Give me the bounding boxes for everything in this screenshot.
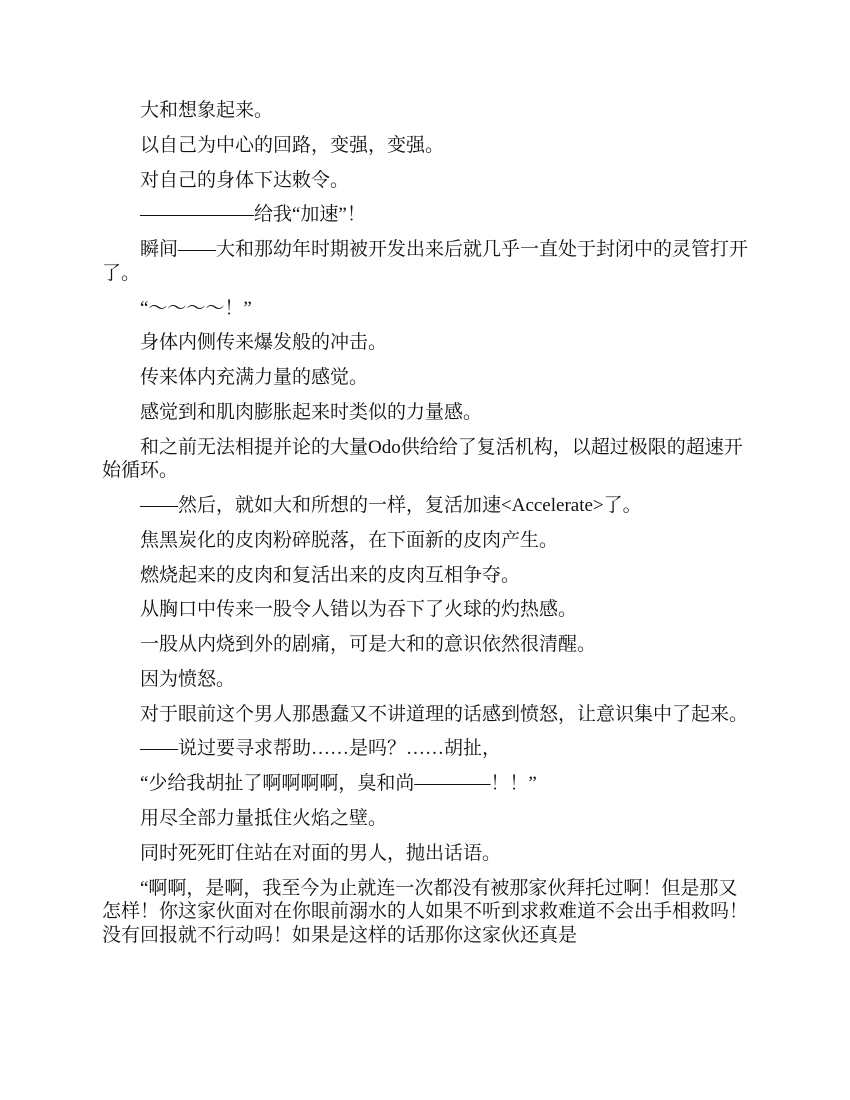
- paragraph: 以自己为中心的回路，变强，变强。: [140, 134, 445, 156]
- paragraph: 传来体内充满力量的感觉。: [140, 367, 369, 389]
- paragraph: “少给我胡扯了啊啊啊啊，臭和尚————！！”: [140, 773, 537, 795]
- paragraph: 对自己的身体下达敕令。: [140, 169, 350, 191]
- paragraph: 从胸口中传来一股令人错以为吞下了火球的灼热感。: [140, 599, 578, 621]
- paragraph: 对于眼前这个男人那愚蠢又不讲道理的话感到愤怒，让意识集中了起来。: [140, 703, 749, 725]
- paragraph: 燃烧起来的皮肉和复活出来的皮肉互相争夺。: [140, 564, 521, 586]
- paragraph: 大和想象起来。: [140, 100, 274, 121]
- paragraph: 一股从内烧到外的剧痛，可是大和的意识依然很清醒。: [140, 634, 597, 656]
- paragraph: “～～～～！”: [140, 297, 252, 319]
- paragraph: 瞬间——大和那幼年时期被开发出来后就几乎一直处于封闭中的灵管打开了。: [102, 239, 749, 284]
- paragraph: ——说过要寻求帮助……是吗？……胡扯，: [140, 738, 502, 760]
- paragraph: 同时死死盯住站在对面的男人，抛出话语。: [140, 842, 502, 864]
- paragraph: “啊啊，是啊，我至今为止就连一次都没有被那家伙拜托过啊！但是那又怎样！你这家伙面对在你眼前溺水的人如果不听到求救难道不会出手相救吗！没有回报就不行动吗！如果是这样的话那你这家伙还真是: [102, 877, 749, 946]
- paragraph: ——————给我“加速”！: [140, 204, 366, 226]
- paragraph: ——然后，就如大和所想的一样，复活加速<Accelerate>了。: [140, 495, 642, 516]
- paragraph: 用尽全部力量抵住火焰之壁。: [140, 808, 388, 830]
- paragraph: 因为愤怒。: [140, 668, 236, 690]
- paragraph: 焦黑炭化的皮肉粉碎脱落，在下面新的皮肉产生。: [140, 529, 559, 551]
- document-page: [102, 99, 748, 959]
- paragraph: 感觉到和肌肉膨胀起来时类似的力量感。: [140, 401, 483, 423]
- paragraph: 和之前无法相提并论的大量Odo供给给了复活机构，以超过极限的超速开始循环。: [102, 436, 743, 482]
- paragraph: 身体内侧传来爆发般的冲击。: [140, 332, 388, 354]
